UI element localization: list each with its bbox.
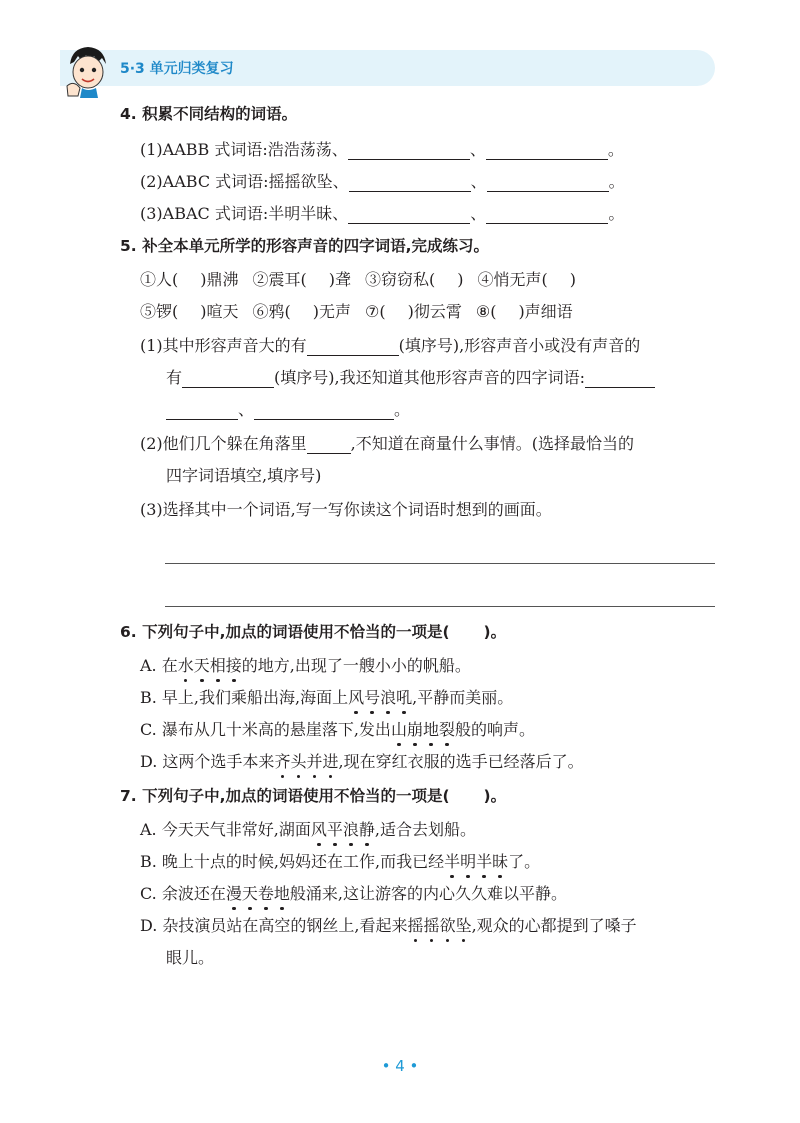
q6-option-d-post: ,现在穿红衣服的选手已经落后了。 bbox=[338, 752, 584, 771]
q5-sub1-end: 。 bbox=[394, 400, 411, 419]
q4-item-3-sep-a: 、 bbox=[332, 204, 349, 223]
q5-sub1-blank-4[interactable] bbox=[166, 403, 238, 420]
emphasis-dot-char: 坠 bbox=[455, 916, 472, 935]
q5-sub2-line1 bbox=[140, 434, 634, 454]
q6-option-c bbox=[140, 720, 535, 740]
emphasis-dot-char: 地 bbox=[273, 884, 290, 903]
q4-item-1 bbox=[140, 140, 624, 160]
emphasis-dot-char: 漫 bbox=[225, 884, 242, 903]
q4-item-2-blank-1[interactable] bbox=[349, 175, 471, 192]
q7-option-c bbox=[140, 884, 567, 904]
q4-item-3-example: 半明半昧 bbox=[268, 204, 333, 223]
q5-word-row-1 bbox=[140, 270, 576, 290]
emphasis-dot-char: 天 bbox=[241, 884, 258, 903]
q4-item-3-label: (3)ABAC 式词语: bbox=[140, 204, 269, 223]
q5-title: 5. 补全本单元所学的形容声音的四字词语,完成练习。 bbox=[120, 237, 489, 255]
q6-option-c-dotted bbox=[391, 720, 455, 739]
emphasis-dot-char: 头 bbox=[290, 752, 307, 771]
q5-word-4a: ④悄无声( bbox=[477, 270, 548, 289]
q5-sub1-part1: (1)其中形容声音大的有 bbox=[140, 336, 307, 355]
page-number: • 4 • bbox=[381, 1057, 419, 1075]
q4-item-2-example: 摇摇欲坠 bbox=[268, 172, 333, 191]
emphasis-dot-char: 接 bbox=[225, 656, 242, 675]
q4-item-1-sep-b: 、 bbox=[469, 140, 486, 159]
q7-option-a bbox=[140, 820, 476, 840]
q7-option-d bbox=[140, 916, 637, 936]
q5-sub1-blank-5[interactable] bbox=[254, 403, 394, 420]
q4-item-1-label: (1)AABB 式词语: bbox=[140, 140, 268, 159]
q4-item-2-sep-a: 、 bbox=[332, 172, 349, 191]
q5-word-row-2 bbox=[140, 302, 573, 322]
q4-item-3 bbox=[140, 204, 624, 224]
q5-word-6b: )无声 bbox=[312, 302, 351, 321]
q7-option-b-pre: B. 晚上十点的时候,妈妈还在工作,而我已经 bbox=[140, 852, 445, 871]
q4-item-3-blank-2[interactable] bbox=[486, 207, 608, 224]
q7-title bbox=[120, 786, 506, 806]
q6-option-b-post: ,平静而美丽。 bbox=[412, 688, 514, 707]
emphasis-dot-char: 崩 bbox=[406, 720, 423, 739]
emphasis-dot-char: 吼 bbox=[396, 688, 413, 707]
q5-word-1a: ①人( bbox=[140, 270, 179, 289]
emphasis-dot-char: 昧 bbox=[492, 852, 509, 871]
q5-sub2-part2: ,不知道在商量什么事情。(选择最恰当的 bbox=[350, 434, 635, 453]
q5-word-2b: )聋 bbox=[328, 270, 351, 289]
emphasis-dot-char: 欲 bbox=[439, 916, 456, 935]
q7-option-a-pre: A. 今天天气非常好,湖面 bbox=[140, 820, 311, 839]
q7-option-b bbox=[140, 852, 540, 872]
emphasis-dot-char: 摇 bbox=[407, 916, 424, 935]
q6-option-b-pre: B. 早上,我们乘船出海,海面上 bbox=[140, 688, 349, 707]
q7-option-b-post: 了。 bbox=[508, 852, 541, 871]
q4-item-2 bbox=[140, 172, 625, 192]
q7-option-c-post: 般涌来,这让游客的内心久久难以平静。 bbox=[289, 884, 568, 903]
q5-sub1-part3: 有 bbox=[166, 368, 183, 387]
emphasis-dot-char: 地 bbox=[422, 720, 439, 739]
q4-item-2-blank-2[interactable] bbox=[487, 175, 609, 192]
emphasis-dot-char: 并 bbox=[306, 752, 323, 771]
q6-option-d-pre: D. 这两个选手本来 bbox=[140, 752, 275, 771]
emphasis-dot-char: 相 bbox=[209, 656, 226, 675]
q5-sub1-line1 bbox=[140, 336, 640, 356]
q7-option-a-post: ,适合去划船。 bbox=[374, 820, 476, 839]
q5-sub1-blank-2[interactable] bbox=[182, 371, 274, 388]
header-title: 5·3 单元归类复习 bbox=[120, 61, 234, 77]
q5-word-3b: ) bbox=[457, 270, 464, 289]
q7-option-b-dotted bbox=[444, 852, 508, 871]
emphasis-dot-char: 静 bbox=[358, 820, 375, 839]
q7-option-d-continuation: 眼儿。 bbox=[166, 948, 215, 967]
q5-word-5a: ⑤锣( bbox=[140, 302, 179, 321]
q5-answer-line-1[interactable] bbox=[165, 563, 715, 564]
emphasis-dot-char: 半 bbox=[476, 852, 493, 871]
q5-sub1-part2: (填序号),形容声音小或没有声音的 bbox=[398, 336, 641, 355]
emphasis-dot-char: 风 bbox=[348, 688, 365, 707]
q5-sub1-blank-3[interactable] bbox=[585, 371, 655, 388]
q5-sub2-line2: 四字词语填空,填序号) bbox=[166, 466, 322, 485]
q6-option-d-dotted bbox=[274, 752, 338, 771]
q5-sub1-line3 bbox=[166, 400, 410, 420]
q6-option-c-pre: C. 瀑布从几十米高的悬崖落下,发出 bbox=[140, 720, 391, 739]
q4-item-2-label: (2)AABC 式词语: bbox=[140, 172, 269, 191]
q6-title-after: )。 bbox=[483, 623, 507, 641]
q5-sub1-line2 bbox=[166, 368, 655, 388]
q6-option-a bbox=[140, 656, 471, 676]
q5-sub2-part1: (2)他们几个躲在角落里 bbox=[140, 434, 307, 453]
q4-item-1-blank-2[interactable] bbox=[486, 143, 608, 160]
emphasis-dot-char: 齐 bbox=[274, 752, 291, 771]
q5-word-4b: ) bbox=[569, 270, 576, 289]
q4-item-3-end: 。 bbox=[608, 204, 625, 223]
q4-item-1-example: 浩浩荡荡 bbox=[267, 140, 332, 159]
q7-option-c-dotted bbox=[226, 884, 290, 903]
emphasis-dot-char: 平 bbox=[326, 820, 343, 839]
mascot-icon bbox=[62, 42, 114, 98]
emphasis-dot-char: 浪 bbox=[380, 688, 397, 707]
q7-title-before: 7. 下列句子中,加点的词语使用不恰当的一项是( bbox=[120, 787, 450, 805]
q5-word-8a: ⑧( bbox=[475, 302, 497, 321]
q6-option-a-dotted bbox=[178, 656, 242, 675]
emphasis-dot-char: 进 bbox=[322, 752, 339, 771]
q4-item-3-blank-1[interactable] bbox=[348, 207, 470, 224]
q4-item-2-sep-b: 、 bbox=[470, 172, 487, 191]
emphasis-dot-char: 风 bbox=[310, 820, 327, 839]
emphasis-dot-char: 水 bbox=[177, 656, 194, 675]
q6-option-a-pre: A. 在 bbox=[140, 656, 178, 675]
emphasis-dot-char: 山 bbox=[390, 720, 407, 739]
q5-word-2a: ②震耳( bbox=[252, 270, 307, 289]
q5-word-1b: )鼎沸 bbox=[200, 270, 239, 289]
emphasis-dot-char: 明 bbox=[460, 852, 477, 871]
emphasis-dot-char: 浪 bbox=[342, 820, 359, 839]
q7-option-a-dotted bbox=[311, 820, 375, 839]
q5-sub1-part4: (填序号),我还知道其他形容声音的四字词语: bbox=[274, 368, 585, 387]
emphasis-dot-char: 裂 bbox=[438, 720, 455, 739]
q6-title-before: 6. 下列句子中,加点的词语使用不恰当的一项是( bbox=[120, 623, 450, 641]
q6-option-b-dotted bbox=[348, 688, 412, 707]
q6-option-d bbox=[140, 752, 584, 772]
q6-option-b bbox=[140, 688, 513, 708]
q7-option-d-dotted bbox=[408, 916, 472, 935]
q7-option-c-pre: C. 余波还在 bbox=[140, 884, 226, 903]
emphasis-dot-char: 天 bbox=[193, 656, 210, 675]
q5-answer-line-2[interactable] bbox=[165, 606, 715, 607]
emphasis-dot-char: 半 bbox=[444, 852, 461, 871]
q5-word-5b: )喧天 bbox=[200, 302, 239, 321]
q7-title-after: )。 bbox=[483, 787, 507, 805]
q5-sub2-blank[interactable] bbox=[307, 437, 351, 454]
q7-option-d-post: ,观众的心都提到了嗓子 bbox=[471, 916, 637, 935]
q4-title: 4. 积累不同结构的词语。 bbox=[120, 105, 298, 123]
q5-word-3a: ③窃窃私( bbox=[365, 270, 436, 289]
q6-title bbox=[120, 622, 506, 642]
q4-item-1-sep-a: 、 bbox=[331, 140, 348, 159]
q4-item-1-blank-1[interactable] bbox=[348, 143, 470, 160]
emphasis-dot-char: 号 bbox=[364, 688, 381, 707]
q6-option-a-post: 的地方,出现了一艘小小的帆船。 bbox=[241, 656, 471, 675]
q5-sub1-sep: 、 bbox=[238, 400, 255, 419]
q4-item-1-end: 。 bbox=[607, 140, 624, 159]
q7-option-d-pre: D. 杂技演员站在高空的钢丝上,看起来 bbox=[140, 916, 408, 935]
q5-sub3-text: (3)选择其中一个词语,写一写你读这个词语时想到的画面。 bbox=[140, 500, 552, 519]
q6-option-c-post: 般的响声。 bbox=[455, 720, 536, 739]
q5-sub1-blank-1[interactable] bbox=[307, 339, 399, 356]
q5-word-7a: ⑦( bbox=[365, 302, 386, 321]
emphasis-dot-char: 摇 bbox=[423, 916, 440, 935]
q5-word-7b: )彻云霄 bbox=[407, 302, 462, 321]
q5-word-6a: ⑥鸦( bbox=[252, 302, 291, 321]
emphasis-dot-char: 卷 bbox=[257, 884, 274, 903]
q4-item-2-end: 。 bbox=[608, 172, 625, 191]
q4-item-3-sep-b: 、 bbox=[470, 204, 487, 223]
q5-word-8b: )声细语 bbox=[518, 302, 573, 321]
